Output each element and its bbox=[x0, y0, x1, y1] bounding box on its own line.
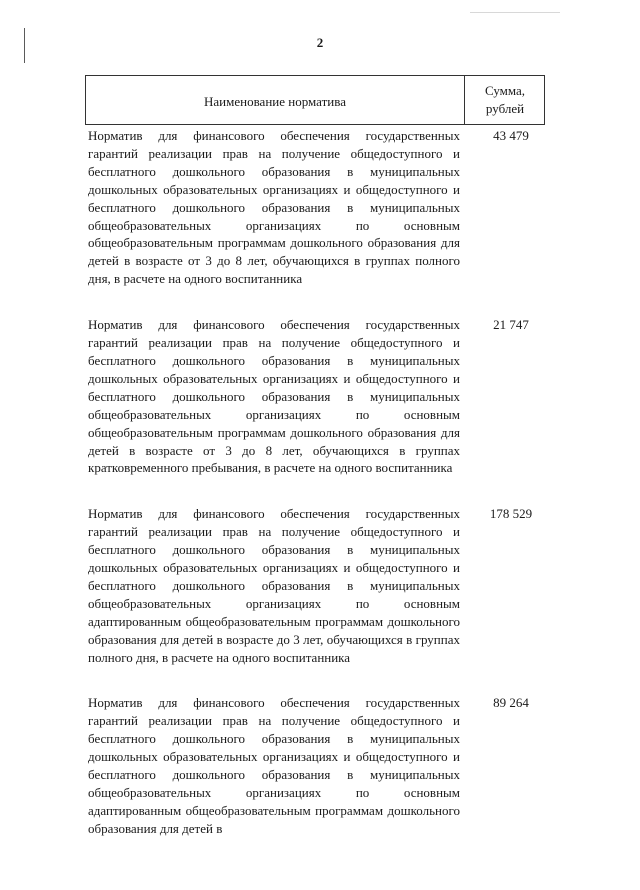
norm-description: Норматив для финансового обеспечения государственных гарантий реализации прав на получение общедоступного и бесплатного дошкольного образования в муниципальных дошкольных образовательных организациях и общедоступного и бесплатного дошкольного образования в муниципальных общеобразовательных организациях по основным общеобразовательным программам дошкольного образования для детей в возрасте от 3 до 8 лет, обучающихся в группах полного дня, в расчете на одного воспитанника bbox=[88, 128, 460, 287]
table-row bbox=[88, 127, 548, 288]
norm-amount: 178 529 bbox=[489, 506, 533, 522]
norm-description: Норматив для финансового обеспечения государственных гарантий реализации прав на получение общедоступного и бесплатного дошкольного образования в муниципальных дошкольных образовательных организациях и общедоступного и бесплатного дошкольного образования в муниципальных общеобразовательных организациях по основным адаптированным общеобразовательным программам дошкольного образования для детей в возрасте до 3 лет, обучающихся в группах полного дня, в расчете на одного воспитанника bbox=[88, 506, 460, 665]
table-row bbox=[88, 316, 548, 477]
header-sum-line2: рублей bbox=[485, 101, 525, 116]
table-row bbox=[88, 694, 548, 837]
table-row bbox=[88, 505, 548, 666]
norm-amount: 21 747 bbox=[493, 317, 529, 333]
page-number: 2 bbox=[316, 35, 324, 50]
header-name-column: Наименование норматива bbox=[204, 94, 346, 109]
header-sum-line1: Сумма, bbox=[484, 83, 526, 98]
header-sum-column bbox=[465, 82, 545, 118]
norm-description: Норматив для финансового обеспечения государственных гарантий реализации прав на получение общедоступного и бесплатного дошкольного образования в муниципальных дошкольных образовательных организациях и общедоступного и бесплатного дошкольного образования в муниципальных общеобразовательных организациях по основным общеобразовательным программам дошкольного образования для детей в возрасте от 3 до 8 лет, обучающихся в группах кратковременного пребывания, в расчете на одного воспитанника bbox=[88, 317, 460, 476]
scan-top-mark bbox=[470, 12, 560, 13]
norm-description: Норматив для финансового обеспечения государственных гарантий реализации прав на получение общедоступного и бесплатного дошкольного образования в муниципальных дошкольных образовательных организациях и общедоступного и бесплатного дошкольного образования в муниципальных общеобразовательных организациях по основным адаптированным общеобразовательным программам дошкольного образования для детей в bbox=[88, 695, 460, 836]
norm-amount: 89 264 bbox=[493, 695, 529, 711]
table-header bbox=[85, 75, 545, 125]
table-body bbox=[88, 127, 548, 866]
norm-amount: 43 479 bbox=[493, 128, 529, 143]
